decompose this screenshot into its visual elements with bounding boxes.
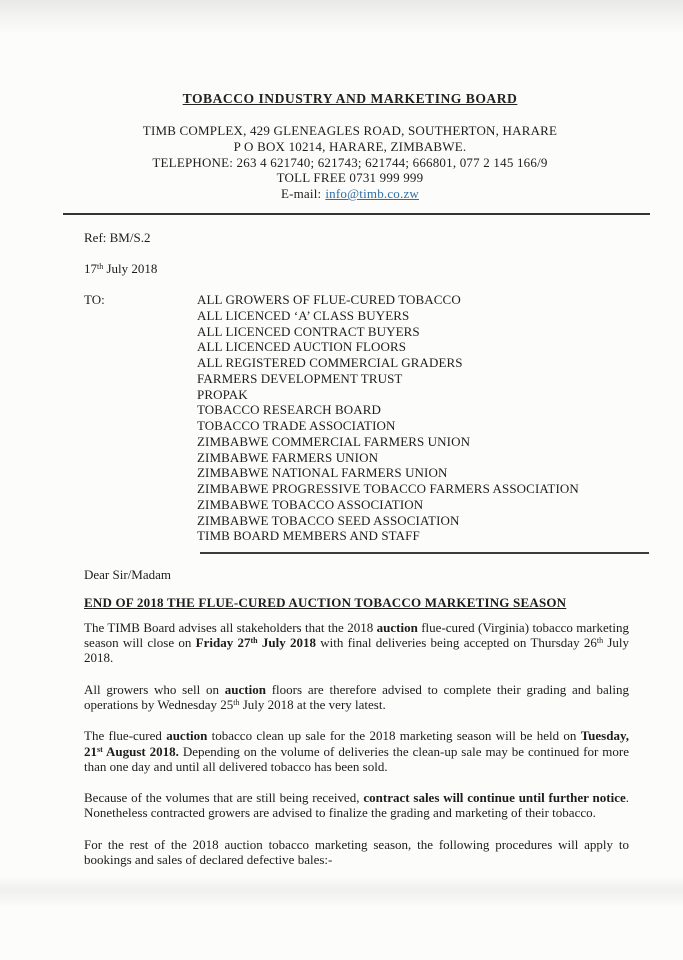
recipient-item: TOBACCO TRADE ASSOCIATION [197,418,396,433]
email-link[interactable]: info@timb.co.zw [325,186,420,202]
recipient-item: ZIMBABWE PROGRESSIVE TOBACCO FARMERS ASSOCIATION [197,481,579,496]
recipients-block [84,292,579,544]
recipient-item: ALL LICENCED AUCTION FLOORS [197,339,407,355]
reference-number: Ref: BM/S.2 [84,230,151,245]
recipient-item: ALL LICENCED CONTRACT BUYERS [197,323,420,339]
letter-body [84,620,629,884]
letter-date: 17th July 2018 [84,261,158,276]
to-label: TO: [84,292,105,307]
recipients-divider [200,552,649,554]
letterhead [30,90,670,202]
telephone-line: TELEPHONE: 263 4 621740; 621743; 621744; 666801, 077 2 145 166/9 [152,154,548,170]
salutation: Dear Sir/Madam [84,567,172,582]
recipient-item: ZIMBABWE NATIONAL FARMERS UNION [197,465,448,481]
recipient-list [197,292,579,544]
recipient-item: ZIMBABWE COMMERCIAL FARMERS UNION [197,433,471,449]
subject-line: END OF 2018 THE FLUE-CURED AUCTION TOBACCO MARKETING SEASON [84,595,567,610]
recipient-item: ALL LICENCED ‘A’ CLASS BUYERS [197,307,410,323]
address-line-1: TIMB COMPLEX, 429 GLENEAGLES ROAD, SOUTHERTON, HARARE [142,123,558,138]
address-line-2: P O BOX 10214, HARARE, ZIMBABWE. [233,138,467,154]
recipient-item: FARMERS DEVELOPMENT TRUST [197,370,403,386]
recipient-item: TOBACCO RESEARCH BOARD [197,402,381,418]
scan-artifact-top [0,0,683,34]
body-paragraph: For the rest of the 2018 auction tobacco marketing season, the following procedures will apply to bookings and sales of declared defective bales:- [84,836,629,868]
body-paragraph: Because of the volumes that are still being received, contract sales will continue until further notice. Nonetheless contracted growers are advised to finalize the grading and marketing of their tobacco. [84,790,629,821]
recipient-item: TIMB BOARD MEMBERS AND STAFF [197,528,420,544]
recipient-item: ALL GROWERS OF FLUE-CURED TOBACCO [197,292,461,307]
body-paragraph: The TIMB Board advises all stakeholders that the 2018 auction flue-cured (Virginia) tobacco marketing season will close on Friday 27th July 2018 with final deliveries being accepted on Thursday 26th July 2018. [84,620,630,666]
recipient-item: ZIMBABWE TOBACCO ASSOCIATION [197,496,424,512]
body-paragraph: All growers who sell on auction floors are therefore advised to complete their grading and baling operations by Wednesday 25th July 2018 at the very latest. [84,681,630,712]
recipient-item: ZIMBABWE TOBACCO SEED ASSOCIATION [197,512,460,528]
org-name: TOBACCO INDUSTRY AND MARKETING BOARD [182,91,518,106]
header-divider [63,213,650,215]
email-line [30,186,670,202]
recipient-item: ALL REGISTERED COMMERCIAL GRADERS [197,355,463,370]
email-label: E-mail: [280,186,322,202]
recipient-item: PROPAK [197,386,248,402]
toll-free-line: TOLL FREE 0731 999 999 [276,170,424,186]
body-paragraph: The flue-cured auction tobacco clean up sale for the 2018 marketing season will be held on Tuesday, 21st August 2018. Depending on the volume of deliveries the clean-up sale may be continued for more than one day and until all delivered tobacco has been sold. [84,728,629,774]
recipient-item: ZIMBABWE FARMERS UNION [197,449,379,465]
